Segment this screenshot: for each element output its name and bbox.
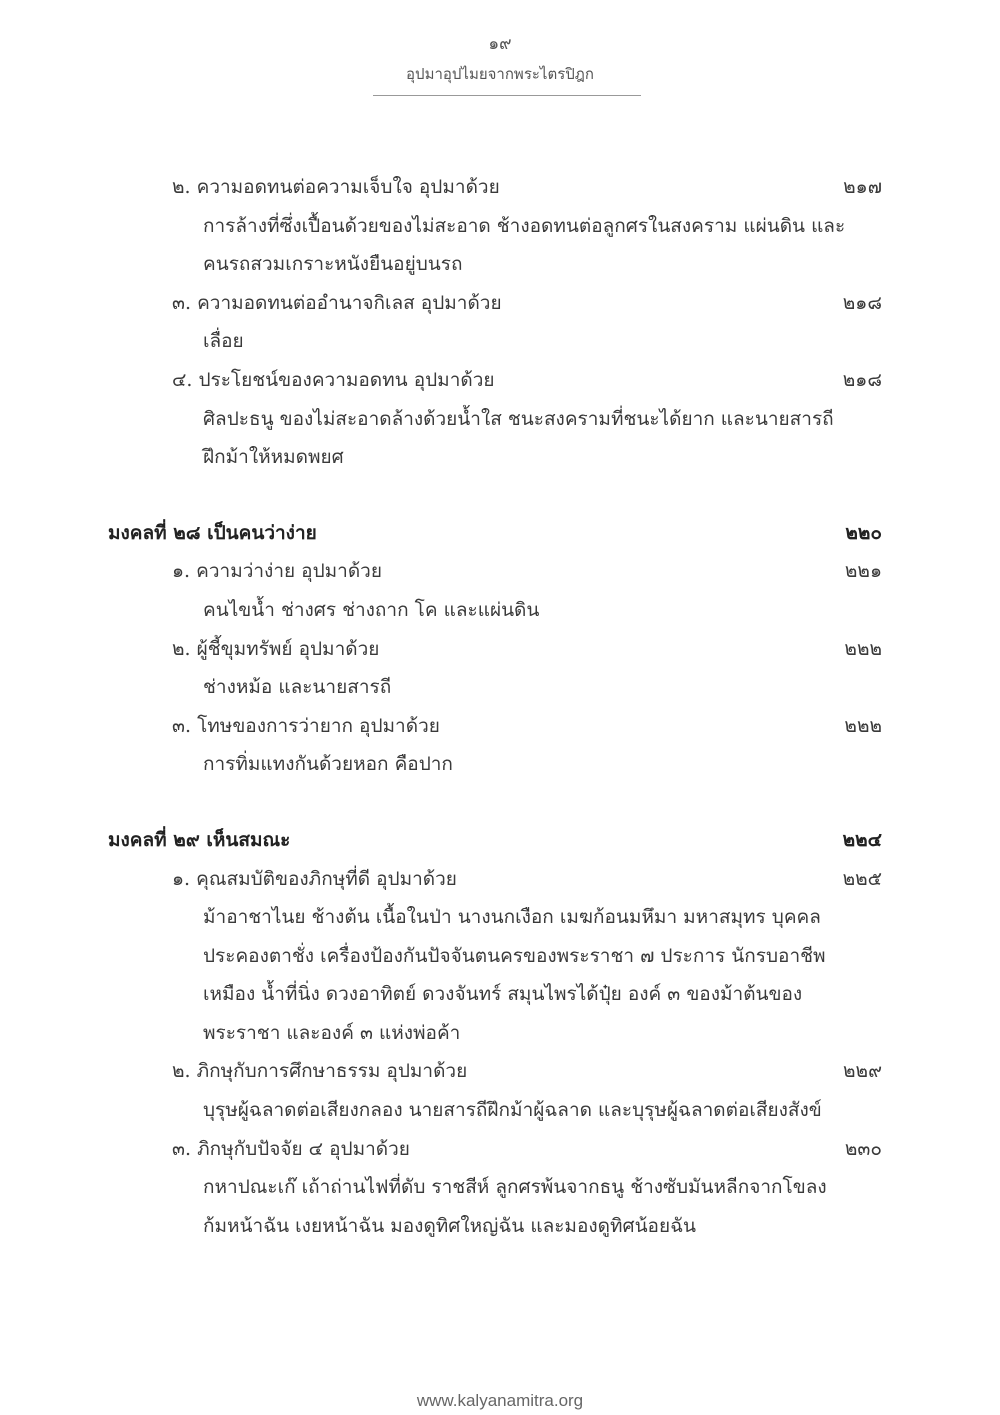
toc-item-desc: พระราชา และองค์ ๓ แห่งพ่อค้า [203,1021,461,1044]
toc-item [0,1052,1000,1091]
toc-item-desc-line [0,975,1000,1014]
toc-item-desc-line [0,937,1000,976]
toc-item-desc: ฝึกม้าให้หมดพยศ [203,446,344,469]
toc-item-desc: คนไขน้ำ ช่างศร ช่างถาก โค และแผ่นดิน [203,598,540,621]
toc-section [0,514,1000,553]
toc-item [0,552,1000,591]
toc-item-title: ๑. ความว่าง่าย อุปมาด้วย [172,560,382,583]
toc-item-page: ๒๑๘ [842,291,882,314]
toc-item-desc-line [0,400,1000,439]
toc-item-desc-line [0,1014,1000,1053]
toc-item-desc-line [0,207,1000,246]
toc-section-page: ๒๒๐ [845,521,882,544]
toc-item-desc: บุรุษผู้ฉลาดต่อเสียงกลอง นายสารถีฝึกม้าผู้ฉลาด และบุรุษผู้ฉลาดต่อเสียงสังข์ [203,1099,822,1122]
toc-item-page: ๒๒๙ [843,1060,882,1083]
toc-item-desc: กหาปณะเก๊ เถ้าถ่านไฟที่ดับ ราชสีห์ ลูกศรพ้นจากธนู ช้างซับมันหลีกจากโขลง [203,1176,827,1199]
toc-section-title: มงคลที่ ๒๘ เป็นคนว่าง่าย [108,521,317,544]
table-of-contents [0,168,1000,1245]
toc-item [0,361,1000,400]
toc-item-desc: เลื่อย [203,330,244,353]
toc-item-desc: ก้มหน้าฉัน เงยหน้าฉัน มองดูทิศใหญ่ฉัน และมองดูทิศน้อยฉัน [203,1214,697,1237]
toc-item-page: ๒๒๕ [842,867,882,890]
toc-item-title: ๓. ความอดทนต่ออำนาจกิเลส อุปมาด้วย [172,291,502,314]
running-title: อุปมาอุปไมยจากพระไตรปิฎก [406,65,594,83]
header-rule [373,95,641,96]
footer-url: www.kalyanamitra.org [416,1391,584,1410]
toc-item-title: ๑. คุณสมบัติของภิกษุที่ดี อุปมาด้วย [172,867,457,890]
toc-item-desc-line [0,745,1000,784]
toc-item-desc: เหมือง น้ำที่นิ่ง ดวงอาทิตย์ ดวงจันทร์ สมุนไพรได้ปุ๋ย องค์ ๓ ของม้าต้นของ [203,983,803,1006]
toc-item-desc: ช่างหม้อ และนายสารถี [203,676,392,699]
toc-item-desc: ศิลปะธนู ของไม่สะอาดล้างด้วยน้ำใส ชนะสงครามที่ชนะได้ยาก และนายสารถี [203,407,834,430]
toc-item-desc-line [0,438,1000,477]
toc-item [0,168,1000,207]
toc-item-desc-line [0,1168,1000,1207]
toc-item [0,1130,1000,1169]
toc-item-title: ๓. โทษของการว่ายาก อุปมาด้วย [172,714,440,737]
toc-item [0,860,1000,899]
toc-item-title: ๓. ภิกษุกับปัจจัย ๔ อุปมาด้วย [172,1137,410,1160]
toc-item-desc: คนรถสวมเกราะหนังยืนอยู่บนรถ [203,253,463,276]
toc-item-title: ๒. ภิกษุกับการศึกษาธรรม อุปมาด้วย [172,1060,468,1083]
toc-item-title: ๒. ผู้ชี้ขุมทรัพย์ อุปมาด้วย [172,637,380,660]
toc-item [0,630,1000,669]
toc-item-page: ๒๑๗ [843,176,882,198]
toc-item-page: ๒๑๘ [842,368,882,391]
section-gap [0,477,1000,514]
page-number: ๑๙ [488,34,512,54]
toc-item-page: ๒๒๒ [844,637,882,660]
toc-section [0,821,1000,860]
toc-item [0,707,1000,746]
toc-item-desc-line [0,898,1000,937]
toc-item-desc-line [0,591,1000,630]
toc-item-desc: ม้าอาชาไนย ช้างต้น เนื้อในป่า นางนกเงือก เมฆก้อนมหึมา มหาสมุทร บุคคล [203,906,821,929]
toc-item-page: ๒๓๐ [844,1137,882,1160]
toc-section-title: มงคลที่ ๒๙ เห็นสมณะ [108,828,291,851]
toc-item-desc-line [0,322,1000,361]
toc-item-desc-line [0,245,1000,284]
toc-item-page: ๒๒๑ [844,560,882,583]
toc-item-desc-line [0,1207,1000,1246]
toc-item-desc: การทิ่มแทงกันด้วยหอก คือปาก [203,753,453,776]
toc-item-desc-line [0,668,1000,707]
toc-item-page: ๒๒๒ [844,714,882,737]
toc-item-title: ๔. ประโยชน์ของความอดทน อุปมาด้วย [172,368,495,391]
section-gap [0,784,1000,821]
toc-section-page: ๒๒๔ [842,828,882,851]
toc-item-desc: ประคองตาชั่ง เครื่องป้องกันปัจจันตนครของพระราชา ๗ ประการ นักรบอาชีพ [203,944,826,967]
toc-item-title: ๒. ความอดทนต่อความเจ็บใจ อุปมาด้วย [172,176,500,198]
toc-item-desc-line [0,1091,1000,1130]
toc-item-desc: การล้างที่ซึ่งเปื้อนด้วยของไม่สะอาด ช้างอดทนต่อลูกศรในสงคราม แผ่นดิน และ [203,214,846,237]
toc-item [0,284,1000,323]
